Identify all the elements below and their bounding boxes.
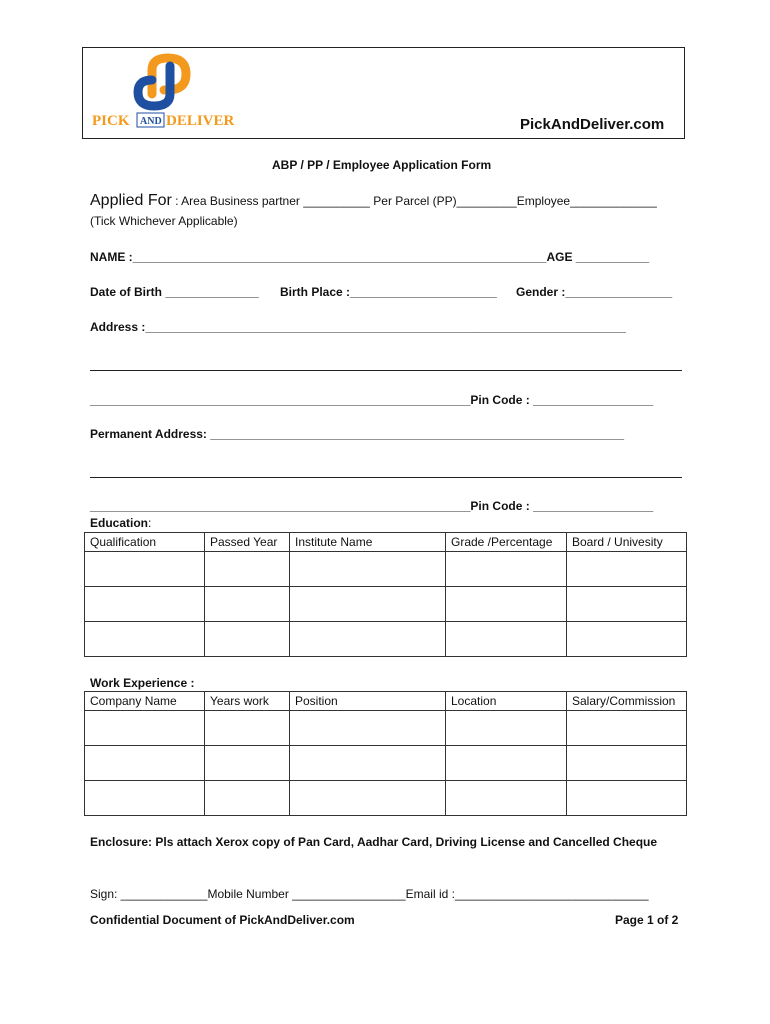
education-col-grade: Grade /Percentage [446, 533, 567, 552]
work-cell[interactable] [567, 711, 687, 746]
work-col-company: Company Name [85, 692, 205, 711]
work-row [85, 711, 687, 746]
work-cell[interactable] [290, 711, 446, 746]
applied-for-row [90, 192, 657, 210]
education-cell[interactable] [85, 552, 205, 587]
form-title: ABP / PP / Employee Application Form [272, 158, 492, 172]
education-heading [90, 516, 151, 530]
education-header-row [85, 533, 687, 552]
brand-word-deliver: DELIVER [166, 113, 235, 129]
work-header-row [85, 692, 687, 711]
work-col-location: Location [446, 692, 567, 711]
work-cell[interactable] [205, 746, 290, 781]
work-col-years: Years work [205, 692, 290, 711]
education-row [85, 552, 687, 587]
permanent-pin-code-field: _________________________________________________________Pin Code : __________________ [90, 499, 654, 513]
education-cell[interactable] [567, 622, 687, 657]
applied-for-label: Applied For [90, 192, 172, 209]
education-cell[interactable] [85, 622, 205, 657]
work-cell[interactable] [85, 746, 205, 781]
work-col-salary: Salary/Commission [567, 692, 687, 711]
birth-place-field: Birth Place :______________________ [280, 285, 497, 299]
tick-note: (Tick Whichever Applicable) [90, 214, 238, 228]
work-row [85, 781, 687, 816]
education-cell[interactable] [446, 552, 567, 587]
work-experience-heading: Work Experience : [90, 676, 195, 690]
pick-and-deliver-logo [90, 52, 250, 132]
work-cell[interactable] [85, 711, 205, 746]
enclosure-note: Enclosure: Pls attach Xerox copy of Pan Card, Aadhar Card, Driving License and Cancelled Cheque [90, 835, 658, 849]
work-cell[interactable] [205, 711, 290, 746]
brand-word-pick: PICK [92, 113, 130, 129]
site-name: PickAndDeliver.com [520, 116, 665, 133]
work-cell[interactable] [446, 746, 567, 781]
education-row [85, 622, 687, 657]
work-col-position: Position [290, 692, 446, 711]
education-cell[interactable] [567, 587, 687, 622]
work-cell[interactable] [85, 781, 205, 816]
education-cell[interactable] [290, 587, 446, 622]
permanent-address-field: Permanent Address: ______________________________________________________________ [90, 427, 625, 441]
footer-page-number: Page 1 of 2 [615, 913, 679, 927]
education-col-qualification: Qualification [85, 533, 205, 552]
education-cell[interactable] [205, 552, 290, 587]
work-cell[interactable] [290, 746, 446, 781]
education-cell[interactable] [567, 552, 687, 587]
education-table [84, 532, 687, 657]
brand-word-and: AND [140, 116, 162, 127]
education-col-board: Board / Univesity [567, 533, 687, 552]
address-extra-line [90, 370, 682, 371]
work-cell[interactable] [290, 781, 446, 816]
footer-confidential: Confidential Document of PickAndDeliver.com [90, 913, 355, 927]
permanent-address-extra-line [90, 477, 682, 478]
work-cell[interactable] [205, 781, 290, 816]
name-age-field: NAME :______________________________________________________________AGE ___________ [90, 250, 650, 264]
education-cell[interactable] [290, 552, 446, 587]
dob-field: Date of Birth ______________ [90, 285, 259, 299]
work-cell[interactable] [446, 781, 567, 816]
education-heading-label: Education [90, 516, 149, 530]
education-col-passed-year: Passed Year [205, 533, 290, 552]
work-experience-table [84, 691, 687, 816]
education-cell[interactable] [446, 587, 567, 622]
pin-code-field: _________________________________________________________Pin Code : __________________ [90, 393, 654, 407]
address-field: Address :________________________________________________________________________ [90, 320, 626, 334]
work-cell[interactable] [567, 746, 687, 781]
education-col-institute: Institute Name [290, 533, 446, 552]
work-row [85, 746, 687, 781]
education-heading-colon: : [148, 516, 152, 530]
applied-for-options: : Area Business partner __________ Per Parcel (PP)_________Employee_____________ [171, 194, 657, 208]
education-cell[interactable] [290, 622, 446, 657]
work-cell[interactable] [567, 781, 687, 816]
gender-field: Gender :________________ [516, 285, 673, 299]
education-cell[interactable] [205, 587, 290, 622]
education-cell[interactable] [446, 622, 567, 657]
education-cell[interactable] [85, 587, 205, 622]
work-cell[interactable] [446, 711, 567, 746]
education-row [85, 587, 687, 622]
sign-mobile-email-field: Sign: _____________Mobile Number _________________Email id :_____________________________ [90, 887, 649, 901]
education-cell[interactable] [205, 622, 290, 657]
